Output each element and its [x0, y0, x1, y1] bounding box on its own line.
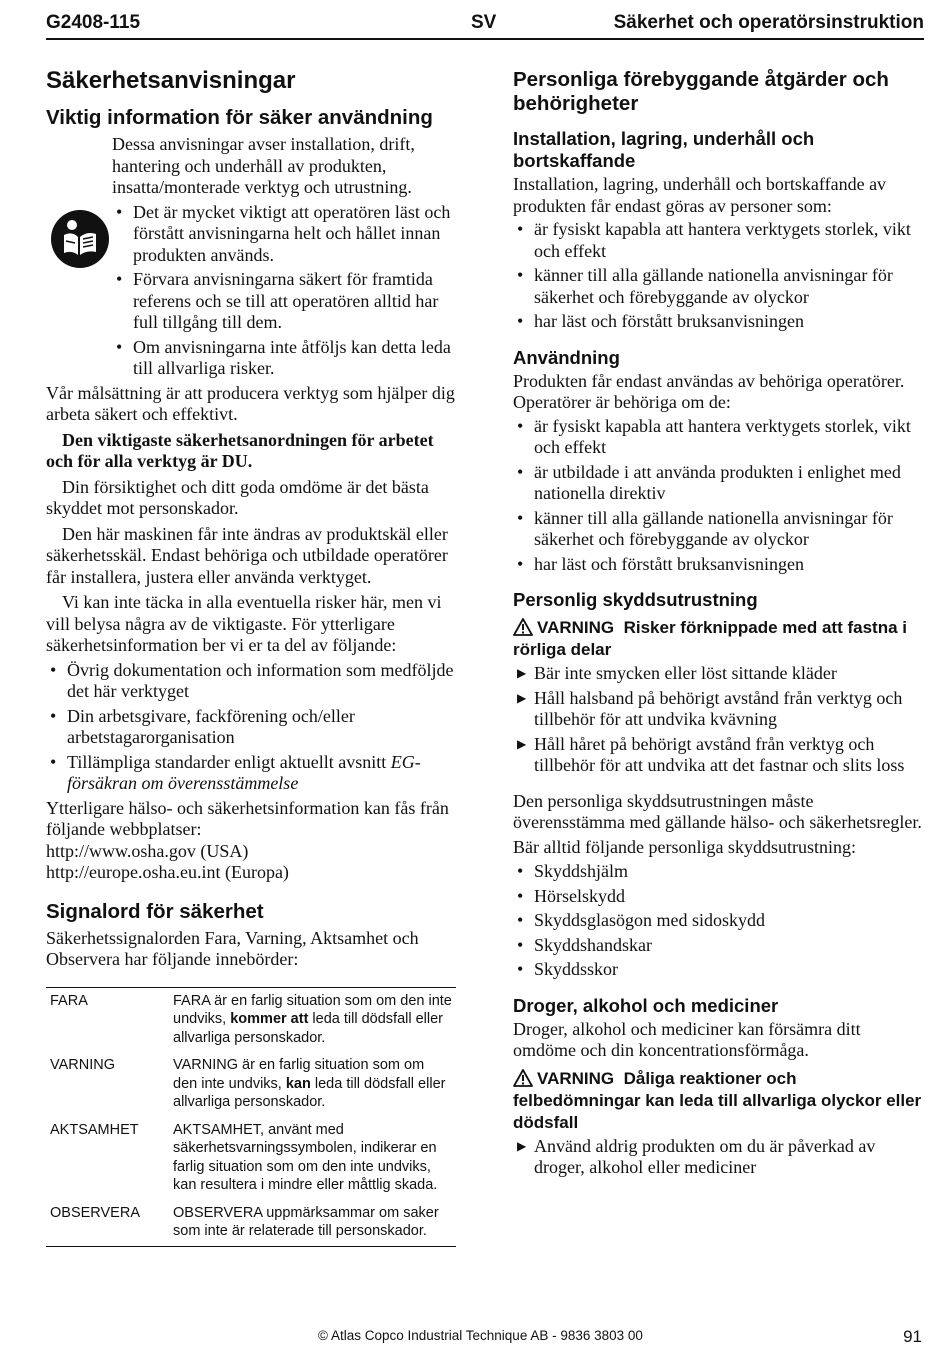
warning-label: VARNING	[537, 1068, 615, 1088]
ppe-warning	[513, 617, 928, 661]
list-item: • Skyddshandskar	[517, 934, 652, 955]
list-item: • Tillämpliga standarder enligt aktuellt avsnitt EG-försäkran om överensstämmelse	[50, 751, 421, 793]
left-column	[46, 62, 458, 1247]
list-item: ▶ Använd aldrig produkten om du är påverkad av droger, alkohol eller mediciner	[517, 1135, 876, 1177]
further-info-list	[46, 660, 458, 795]
list-item: • Din arbetsgivare, fackförening och/eller arbetstagarorganisation	[50, 705, 355, 747]
warning-triangle-icon	[513, 618, 533, 636]
document-id: G2408-115	[46, 12, 141, 33]
list-item: • är utbildade i att använda produkten i enlighet med nationella direktiv	[517, 461, 901, 503]
read-manual-icon	[50, 209, 110, 269]
signal-definition: FARA är en farlig situation som om den inte undviks, kommer att leda till dödsfall eller allvarliga personskador.	[173, 992, 452, 1046]
copyright: © Atlas Copco Industrial Technique AB - 9836 3803 00	[318, 1328, 643, 1343]
language-code: SV	[471, 12, 497, 33]
list-item: • Om anvisningarna inte åtföljs kan detta leda till allvarliga risker.	[116, 336, 451, 378]
list-item: • har läst och förstått bruksanvisningen	[517, 311, 804, 331]
ppe-paragraph: Den personliga skyddsutrustningen måste överensstämma med gällande hälso- och säkerhetsregler.	[513, 790, 922, 832]
important-info-heading: Viktig information för säker användning	[46, 106, 433, 129]
section-title: Säkerhet och operatörsinstruktion	[613, 12, 924, 33]
ppe-actions	[513, 663, 928, 777]
warning-text: Dåliga reaktioner och felbedömningar kan leda till allvarliga olyckor eller dödsfall	[513, 1068, 922, 1132]
list-item: • är fysiskt kapabla att hantera verktygets storlek, vikt och effekt	[517, 415, 911, 457]
list-item: ▶ Håll håret på behörigt avstånd från verktyg och tillbehör för att undvika att det fastnar och slits loss	[517, 733, 905, 775]
important-bullets	[112, 202, 458, 380]
table-row	[46, 1200, 456, 1247]
important-info-block	[46, 134, 458, 380]
important-intro: Dessa anvisningar avser installation, drift, hantering och underhåll av produkten, insatta/monterade verktyg och utrustning.	[112, 134, 415, 197]
list-item: • Skyddsskor	[517, 959, 619, 979]
list-item: • känner till alla gällande nationella anvisningar för säkerhet och förebyggande av olyckor	[517, 507, 893, 549]
list-item: • har läst och förstått bruksanvisningen	[517, 553, 804, 574]
table-row	[46, 1117, 456, 1200]
paragraph-care: Din försiktighet och ditt goda omdöme är det bästa skyddet mot personskador.	[46, 476, 429, 518]
right-column	[513, 62, 928, 1182]
drugs-heading: Droger, alkohol och mediciner	[513, 994, 779, 1016]
ppe-list-intro: Bär alltid följande personliga skyddsutrustning:	[513, 836, 856, 857]
drugs-intro: Droger, alkohol och mediciner kan försämra ditt omdöme och din koncentrationsförmåga.	[513, 1018, 861, 1060]
list-item: • Skyddshjälm	[517, 861, 629, 881]
warning-text: Risker förknippade med att fastna i rörliga delar	[513, 618, 907, 659]
list-item: • Övrig dokumentation och information som medföljde det här verktyget	[50, 659, 454, 701]
list-item: • Det är mycket viktigt att operatören läst och förstått anvisningarna helt och hållet innan produkten används.	[116, 201, 451, 265]
page-number: 91	[903, 1327, 922, 1346]
signal-words-heading: Signalord för säkerhet	[46, 899, 264, 923]
signal-term: VARNING	[50, 1057, 115, 1073]
install-heading: Installation, lagring, underhåll och bortskaffande	[513, 128, 815, 171]
web-link-usa[interactable]: http://www.osha.gov (USA)	[46, 840, 249, 861]
drugs-actions	[513, 1136, 928, 1179]
ppe-items	[513, 861, 928, 981]
warning-triangle-icon	[513, 1069, 533, 1087]
key-safety-note: Den viktigaste säkerhetsanordningen för arbetet och för alla verktyg är DU.	[46, 429, 434, 471]
signal-definition: OBSERVERA uppmärksammar om saker som inte är relaterade till personskador.	[173, 1204, 439, 1239]
usage-intro: Produkten får endast användas av behöriga operatörer. Operatörer är behöriga om de:	[513, 370, 905, 412]
signal-term: AKTSAMHET	[50, 1121, 139, 1138]
table-row	[46, 987, 456, 1052]
signal-definition: VARNING är en farlig situation som om den inte undviks, kan leda till dödsfall eller allvarliga personskador.	[173, 1057, 446, 1110]
signal-words-intro: Säkerhetssignalorden Fara, Varning, Aktsamhet och Observera har följande innebörder:	[46, 927, 419, 969]
table-row	[46, 1052, 456, 1117]
list-item: • känner till alla gällande nationella anvisningar för säkerhet och förebyggande av olyckor	[517, 265, 893, 307]
eg-declaration-reference: EG-försäkran om överensstämmelse	[67, 751, 421, 793]
web-intro: Ytterligare hälso- och säkerhetsinformation kan fås från följande webbplatser:	[46, 797, 449, 839]
warning-label: VARNING	[537, 618, 615, 637]
page-header	[46, 10, 924, 40]
signal-words-table	[46, 987, 456, 1247]
usage-bullets	[513, 416, 928, 576]
usage-heading: Användning	[513, 346, 620, 368]
paragraph-risks: Vi kan inte täcka in alla eventuella risker här, men vi vill belysa några av de viktigaste. För ytterligare säkerhetsinformation ber vi er ta del av följande:	[46, 592, 442, 655]
paragraph-modification: Den här maskinen får inte ändras av produktskäl eller säkerhetsskäl. Endast behöriga och utbildade operatörer får installera, justera eller använda verktyget.	[46, 523, 448, 587]
list-item: ▶ Håll halsband på behörigt avstånd från verktyg och tillbehör för att undvika kvävning	[517, 687, 903, 729]
install-bullets	[513, 219, 928, 333]
list-item: • Hörselskydd	[517, 885, 625, 906]
install-intro: Installation, lagring, underhåll och bortskaffande av produkten får endast göras av personer som:	[513, 174, 887, 216]
list-item: • Förvara anvisningarna säkert för framtida referens och se till att operatören alltid har full tillgång till dem.	[116, 269, 439, 332]
precautions-heading: Personliga förebyggande åtgärder och behörigheter	[513, 68, 889, 115]
signal-term: FARA	[50, 992, 88, 1009]
goal-text: Vår målsättning är att producera verktyg som hjälper dig arbeta säkert och effektivt.	[46, 382, 455, 424]
signal-definition: AKTSAMHET, använt med säkerhetsvarningssymbolen, indikerar en farlig situation som om den inte undviks, kan resultera i mindre eller måttlig skada.	[173, 1121, 438, 1193]
web-link-europe[interactable]: http://europe.osha.eu.int (Europa)	[46, 862, 289, 882]
page-title: Säkerhetsanvisningar	[46, 67, 296, 94]
list-item: • är fysiskt kapabla att hantera verktygets storlek, vikt och effekt	[517, 219, 911, 261]
signal-term: OBSERVERA	[50, 1204, 140, 1221]
list-item: ▶ Bär inte smycken eller löst sittande kläder	[517, 663, 837, 683]
ppe-heading: Personlig skyddsutrustning	[513, 589, 758, 610]
list-item: • Skyddsglasögon med sidoskydd	[517, 910, 766, 930]
drugs-warning	[513, 1068, 928, 1134]
